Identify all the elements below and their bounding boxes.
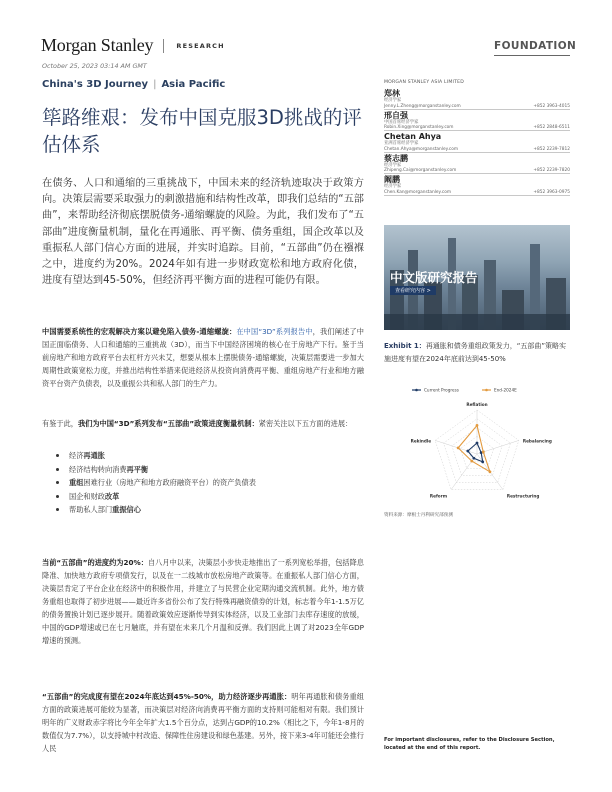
paragraph-2	[42, 417, 364, 430]
series-separator: |	[153, 79, 157, 90]
data-point-end-2024e	[476, 424, 479, 427]
series-line	[42, 79, 225, 90]
contact-name: Chetan Ahya	[384, 132, 442, 141]
contact-phone: +852 2239-7820	[533, 168, 570, 173]
exhibit-label: Exhibit 1：	[384, 342, 426, 350]
disclosure-note: For important disclosures, refer to the Disclosure Section, located at the end of this report.	[384, 737, 555, 751]
contact-role: 中国首席经济学家	[384, 119, 419, 125]
contact-role: 亚洲首席经济学家	[384, 141, 419, 146]
contact-email[interactable]: Jenny.L.Zheng@morganstanley.com	[384, 103, 461, 109]
legend-marker	[485, 389, 488, 392]
contact-role: 经济学家	[384, 162, 402, 168]
axis-label: Restructuring	[506, 493, 540, 499]
paragraph-1	[42, 325, 364, 390]
brand-logo	[41, 35, 225, 56]
list-item: 经济再通胀	[54, 449, 354, 463]
chinese-report-banner[interactable]	[384, 225, 570, 330]
axis-label: Rekindle	[410, 438, 432, 444]
section-rule	[494, 55, 570, 56]
data-point-end-2024e	[470, 460, 473, 463]
legend-marker	[415, 389, 418, 392]
lead-paragraph: 在债务、人口和通缩的三重挑战下，中国未来的经济轨迹取决于政策方向。决策层需要采取强力的刺激措施和结构性改革，即我们总结的“五部曲”，来帮助经济彻底摆脱债务-通缩螺旋的风险。为此，我们发布了“五部曲”进度衡量机制，量化在再通胀、再平衡、债务重组，国企改革以及重振私人部门信心方面的进展，并实时追踪。目前，“五部曲”仍在襁褓之中，进度约为20%。2024年如有进一步财政宽松和地方政府化债，进度有望达到45-50%，但经济再平衡方面的进程可能仍有限。	[42, 178, 364, 287]
contact-card	[384, 174, 570, 196]
contact-name: 邢自强	[384, 110, 408, 120]
contact-phone: +852 2848-6511	[533, 125, 570, 130]
paragraph-2-intro: 有鉴于此，	[42, 419, 78, 428]
paragraph-3-bold: 当前“五部曲”的进度约为20%：	[42, 558, 148, 567]
section-label: FOUNDATION	[494, 40, 577, 52]
radar-chart	[384, 384, 570, 508]
contact-email[interactable]: Robin.Xing@morganstanley.com	[384, 125, 454, 130]
paragraph-1-text: ，我们阐述了中国正面临债务、人口和通缩的三重挑战（3D），而当下中国经济困境的核心在于房地产下行。鉴于当前房地产和地方政府平台去杠杆方兴未艾，想要从根本上摆脱债务-通缩螺旋，决策层需要进一步加大周期性政策宽松力度，并推出结构性举措来促进经济从投资向消费再平衡、重组房地产行业和地方融资平台资产负债表，以及重振公共和私人部门的生产力。	[42, 327, 364, 388]
list-item: 帮助私人部门重振信心	[54, 503, 354, 517]
contact-phone: +852 3963-0975	[533, 189, 570, 195]
list-item: 经济结构转向消费再平衡	[54, 463, 354, 477]
data-point-end-2024e	[457, 446, 460, 449]
paragraph-3	[42, 556, 364, 647]
list-item: 重组困难行业（房地产和地方政府融资平台）的资产负债表	[54, 476, 354, 490]
legend-label: End-2024E	[494, 387, 517, 393]
exhibit-caption	[384, 340, 570, 365]
chart-source: 资料来源：摩根士丹利研究部预测	[384, 513, 453, 518]
brand-divider	[163, 39, 164, 53]
data-point-current-progress	[476, 442, 479, 445]
list-item: 国企和财政改革	[54, 490, 354, 504]
radar-spoke	[435, 440, 477, 454]
paragraph-2-text: 紧密关注以下五方面的进展：	[258, 419, 353, 428]
view-research-button[interactable]: 查看研究内容 >	[390, 286, 436, 295]
contact-email[interactable]: Chetan.Ahya@morganstanley.com	[384, 146, 459, 152]
data-point-end-2024e	[489, 470, 492, 473]
contact-card	[384, 131, 570, 153]
contact-name: 阚鹏	[384, 175, 400, 184]
paragraph-4-bold: “五部曲”的完成度有望在2024年底达到45%-50%，助力经济逐步再通胀：	[42, 692, 292, 701]
contact-role: 经济学家	[384, 184, 402, 189]
contact-role: 经济学家	[384, 98, 402, 103]
contact-card	[384, 110, 570, 132]
data-point-end-2024e	[482, 451, 485, 454]
data-point-current-progress	[481, 460, 484, 463]
data-point-current-progress	[472, 457, 475, 460]
contact-card	[384, 153, 570, 175]
contact-email[interactable]: Zhipeng.Cai@morganstanley.com	[384, 168, 457, 173]
publish-date: October 25, 2023 03:14 AM GMT	[42, 62, 147, 70]
river	[384, 314, 570, 330]
paragraph-2-bold: 我们为中国“3D”系列发布“五部曲”政策进度衡量机制：	[77, 419, 259, 428]
paragraph-4	[42, 690, 364, 755]
paragraph-1-bold: 中国需要系统性的宏观解决方案以避免陷入债务-通缩螺旋：	[42, 327, 237, 336]
contact-card	[384, 88, 570, 110]
data-point-current-progress	[466, 450, 469, 453]
axis-label: Reform	[429, 493, 448, 499]
series-report-link[interactable]: 在中国“3D”系列报告中	[236, 327, 313, 336]
series-name: China's 3D Journey	[42, 79, 149, 90]
axis-label: Rebalancing	[522, 438, 552, 444]
contact-phone: +852 3963-4015	[533, 103, 570, 109]
policy-list	[54, 449, 354, 517]
contact-phone: +852 2239-7812	[533, 146, 570, 152]
contact-name: 蔡志鹏	[384, 153, 408, 163]
contact-name: 郑林	[384, 89, 400, 98]
paragraph-4-text: 明年再通胀和债务重组方面的政策进展可能较为显著，而决策层对经济向消费再平衡方面的支持则可能相对有限。我们预计明年的广义财政赤字将比今年全年扩大1.5个百分点，达到占GDP的10.2%（相比之下，今年1-8月的数值仅为7.7%），以支持城中村改造、保障性住房建设和绿色基建。另外，接下来3-4年可能还会推行人民	[42, 692, 364, 753]
paragraph-3-text: 自八月中以来，决策层小步快走地推出了一系列宽松举措，包括降息降准、加快地方政府专项债发行，以及在一二线城市放松房地产政策等。在重振私人部门信心方面，决策层肯定了平台企业在经济中的积极作用，并建立了与民营企业定期沟通交流机制。此外，地方债务重组也取得了初步进展——最近许多省份公布了发行特殊再融资债券的计划，标志着今年1-1.5万亿的债务置换计划已逐步展开。随着政策效应逐渐传导到实体经济，以及工业部门去库存速度的放缓，中国的GDP增速或已在七月触底，并有望在未来几个月温和反弹。我们因此上调了对2023全年GDP增速的预测。	[42, 558, 364, 645]
author-sidebar	[384, 80, 570, 196]
page-title: 筚路维艰：发布中国克服3D挑战的评估体系	[42, 106, 362, 156]
axis-label: Reflation	[466, 402, 488, 407]
exhibit-text: 再通胀和债务重组政策发力，“五部曲”策略实施进度有望在2024年底前达到45-50%	[384, 342, 567, 363]
region-name: Asia Pacific	[161, 79, 226, 90]
brand-name: Morgan Stanley	[41, 35, 154, 55]
research-label: RESEARCH	[176, 41, 225, 50]
contact-email[interactable]: Chen.Kan@morganstanley.com	[384, 189, 452, 195]
entity-header: MORGAN STANLEY ASIA LIMITED	[384, 80, 464, 85]
legend-label: Current Progress	[424, 387, 459, 393]
banner-title: 中文版研究报告	[390, 270, 478, 285]
